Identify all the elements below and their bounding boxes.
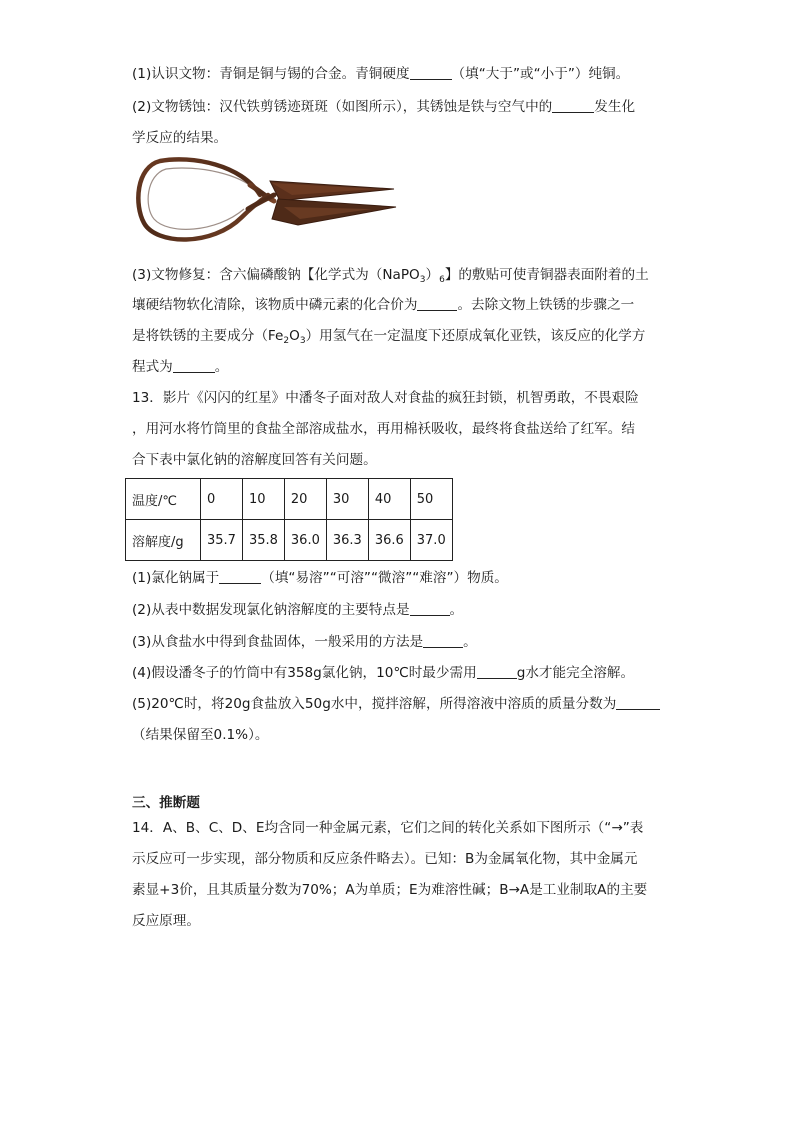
q12-part1-text: (1)认识文物：青铜是铜与锡的合金。青铜硬度 <box>132 66 410 82</box>
q14-line4: 反应原理。 <box>132 913 200 929</box>
answer-blank[interactable] <box>552 98 594 113</box>
solubility-table <box>125 478 453 561</box>
answer-blank[interactable] <box>410 601 450 616</box>
text: 】的敷贴可使青铜器表面附着的土 <box>444 267 649 283</box>
text: 。 <box>449 602 464 618</box>
text: 。 <box>214 359 229 375</box>
table-cell: 36.6 <box>368 520 410 561</box>
answer-blank[interactable] <box>410 65 452 80</box>
table-row-header: 溶解度/g <box>126 520 201 561</box>
text: (5)20℃时，将20g食盐放入50g水中，搅拌溶解，所得溶液中溶质的质量分数为 <box>132 696 617 712</box>
answer-blank[interactable] <box>219 569 261 584</box>
text: O <box>289 328 300 344</box>
q12-part2-text: (2)文物锈蚀：汉代铁剪锈迹斑斑（如图所示），其锈蚀是铁与空气中的 <box>132 99 553 115</box>
q13-sub5 <box>132 694 662 714</box>
table-cell: 10 <box>242 479 284 520</box>
text: ）用氢气在一定温度下还原成氧化亚铁，该反应的化学方 <box>305 328 646 344</box>
table-row <box>126 520 453 561</box>
table-cell: 30 <box>326 479 368 520</box>
table-cell: 37.0 <box>410 520 452 561</box>
text: (4)假设潘冬子的竹筒中有358g氯化钠，10℃时最少需用 <box>132 665 477 681</box>
table-cell: 35.7 <box>201 520 243 561</box>
text: ） <box>425 267 440 283</box>
q12-part2-cont: 学反应的结果。 <box>132 130 228 146</box>
q14-line2: 示反应可一步实现，部分物质和反应条件略去）。已知：B为金属氧化物，其中金属元 <box>132 851 638 867</box>
q13-sub2 <box>132 600 662 620</box>
q13-line1: 13．影片《闪闪的红星》中潘冬子面对敌人对食盐的疯狂封锁，机智勇敢，不畏艰险 <box>132 390 639 406</box>
q12-part2 <box>132 97 662 117</box>
answer-blank[interactable] <box>477 664 517 679</box>
q13-sub4 <box>132 663 662 683</box>
text: 。 <box>463 634 477 650</box>
section-heading: 三、推断题 <box>132 795 200 811</box>
q13-sub5-cont: （结果保留至0.1%）。 <box>132 727 269 743</box>
q12-part3-line3 <box>132 326 662 346</box>
answer-blank[interactable] <box>173 358 215 373</box>
table-cell: 36.0 <box>284 520 326 561</box>
q14-line1: 14．A、B、C、D、E均含同一种金属元素，它们之间的转化关系如下图所示（“→”表 <box>132 820 644 836</box>
text: (2)从表中数据发现氯化钠溶解度的主要特点是 <box>132 602 410 618</box>
table-row <box>126 479 453 520</box>
table-cell: 40 <box>368 479 410 520</box>
q12-part1 <box>132 64 662 84</box>
text: （填“易溶”“可溶”“微溶”“难溶”）物质。 <box>261 570 508 586</box>
table-row-header: 温度/℃ <box>126 479 201 520</box>
table-cell: 36.3 <box>326 520 368 561</box>
text: (1)氯化钠属于 <box>132 570 220 586</box>
text: 壤硬结物软化清除，该物质中磷元素的化合价为 <box>132 297 418 313</box>
subscript: 2 <box>283 336 290 346</box>
table-cell: 50 <box>410 479 452 520</box>
table-cell: 20 <box>284 479 326 520</box>
table-cell: 0 <box>201 479 243 520</box>
q13-sub1 <box>132 568 662 588</box>
text: (3)从食盐水中得到食盐固体，一般采用的方法是 <box>132 634 424 650</box>
text: 。去除文物上铁锈的步骤之一 <box>457 297 635 313</box>
q12-part1-after: （填“大于”或“小于”）纯铜。 <box>451 66 630 82</box>
q13-sub3 <box>132 632 662 652</box>
q14-line3: 素显+3价，且其质量分数为70%；A为单质；E为难溶性碱；B→A是工业制取A的主要 <box>132 882 648 898</box>
q12-part3-line2 <box>132 295 662 315</box>
q12-part3-line4 <box>132 357 662 377</box>
subscript: 3 <box>299 336 306 346</box>
text: 是将铁锈的主要成分（Fe <box>132 328 284 344</box>
answer-blank[interactable] <box>417 296 457 311</box>
q12-part3-line1 <box>132 265 662 285</box>
text: (3)文物修复：含六偏磷酸钠【化学式为（NaPO <box>132 267 420 283</box>
q12-part2-after: 发生化 <box>594 99 636 115</box>
answer-blank[interactable] <box>616 695 660 710</box>
table-cell: 35.8 <box>242 520 284 561</box>
rusty-scissors-image <box>132 155 397 250</box>
text: g水才能完全溶解。 <box>516 665 635 681</box>
text: 程式为 <box>132 359 173 375</box>
answer-blank[interactable] <box>423 633 463 648</box>
q13-line3: 合下表中氯化钠的溶解度回答有关问题。 <box>132 452 377 468</box>
subscript: 6 <box>439 275 445 285</box>
q13-line2: ，用河水将竹筒里的食盐全部溶成盐水，再用棉袄吸收，最终将食盐送给了红军。结 <box>132 421 635 437</box>
subscript: 3 <box>419 275 426 285</box>
